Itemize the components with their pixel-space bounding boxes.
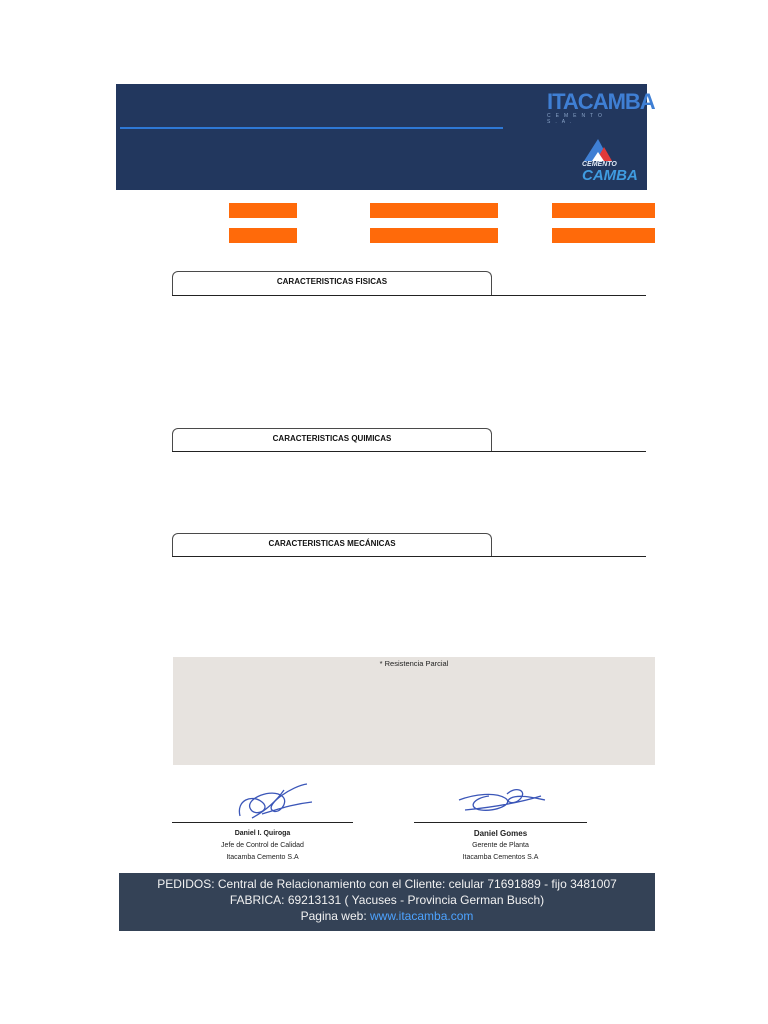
logo-brand-sub: CEMENTO S.A. xyxy=(547,113,607,125)
field-bar xyxy=(229,228,297,243)
section-rule xyxy=(172,556,646,557)
signer-name: Daniel I. Quiroga xyxy=(234,830,291,837)
signature-quiroga xyxy=(232,780,317,822)
logo-product-top: CEMENTO xyxy=(582,161,617,168)
footer-orders-line: PEDIDOS: Central de Relacionamiento con el Cliente: celular 71691889 - fijo 3481007 xyxy=(157,877,617,891)
field-bar xyxy=(552,228,655,243)
logo-product-bottom: CAMBA xyxy=(582,167,638,184)
itacamba-logo xyxy=(547,89,655,125)
signer-company: Itacamba Cemento S.A xyxy=(226,854,299,861)
cemento-camba-logo xyxy=(580,135,646,185)
footer-factory-line: FABRICA: 69213131 ( Yacuses - Provincia German Busch) xyxy=(229,893,545,907)
contact-footer xyxy=(119,873,655,931)
footer-web-label: Pagina web: xyxy=(300,909,370,923)
signature-block-1 xyxy=(172,828,353,864)
signer-company: Itacamba Cementos S.A xyxy=(462,854,539,861)
signer-title: Gerente de Planta xyxy=(472,842,529,849)
field-bar xyxy=(370,203,498,218)
notes-label: * Resistencia Parcial xyxy=(379,659,449,668)
notes-box xyxy=(173,657,655,765)
section-rule xyxy=(172,295,646,296)
signature-line xyxy=(414,822,587,823)
footer-web-line xyxy=(119,908,655,924)
section-tab-quimicas: CARACTERISTICAS QUIMICAS xyxy=(172,428,492,452)
signer-title: Jefe de Control de Calidad xyxy=(221,842,304,849)
section-tab-fisicas: CARACTERISTICAS FISICAS xyxy=(172,271,492,295)
signer-name: Daniel Gomes xyxy=(473,829,528,838)
field-bar xyxy=(229,203,297,218)
field-bar xyxy=(552,203,655,218)
signature-gomes xyxy=(455,784,547,820)
signature-line xyxy=(172,822,353,823)
logo-brand-text: ITACAMBA xyxy=(547,89,655,114)
signature-block-2 xyxy=(414,828,587,864)
section-tab-mecanicas: CARACTERISTICAS MECÁNICAS xyxy=(172,533,492,557)
section-rule xyxy=(172,451,646,452)
website-link[interactable]: www.itacamba.com xyxy=(370,909,474,923)
field-bar xyxy=(370,228,498,243)
header-rule xyxy=(120,127,503,129)
